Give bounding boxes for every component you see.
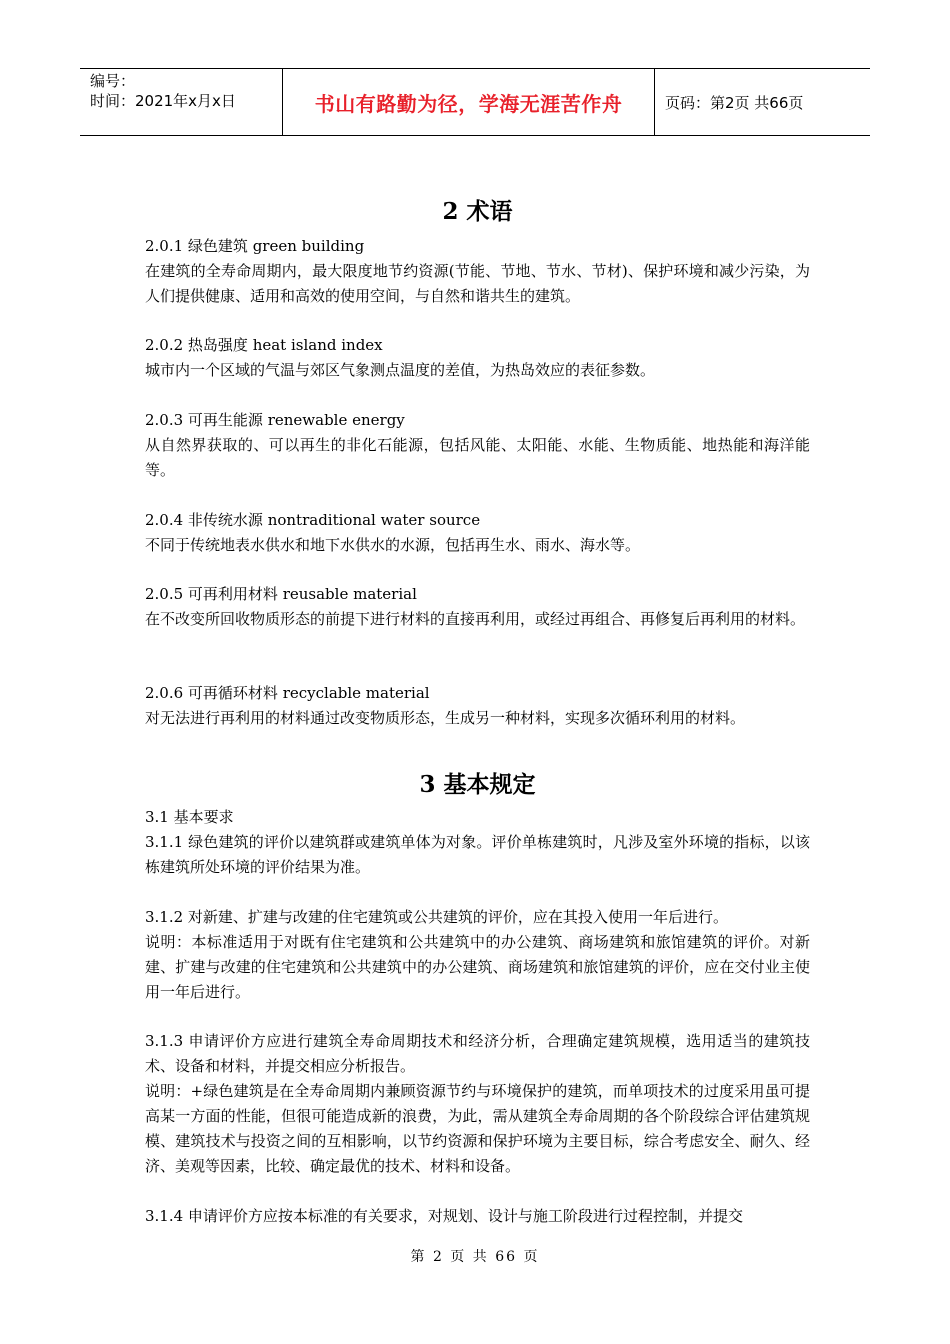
clause-3-1-1: 3.1.1 绿色建筑的评价以建筑群或建筑单体为对象。评价单栋建筑时，凡涉及室外环境的指标，以该栋建筑所处环境的评价结果为准。 [145,833,810,876]
term-heading: 2.0.3 可再生能源 renewable energy [145,411,405,429]
clause-3-1-3-note: 说明：+绿色建筑是在全寿命周期内兼顾资源节约与环境保护的建筑，而单项技术的过度采用虽可提高某一方面的性能，但很可能造成新的浪费，为此，需从建筑全寿命周期的各个阶段综合评估建筑规模、建筑技术与投资之间的互相影响，以节约资源和保护环境为主要目标，综合考虑安全、耐久、经济、美观等因素，比较、确定最优的技术、材料和设备。 [145,1082,810,1175]
clause-3-1-4: 3.1.4 申请评价方应按本标准的有关要求，对规划、设计与施工阶段进行过程控制，并提交 [145,1207,743,1225]
page-header [80,68,870,136]
subsection-title: 3.1 基本要求 [145,808,234,826]
clause-3-1-2-note: 说明：本标准适用于对既有住宅建筑和公共建筑中的办公建筑、商场建筑和旅馆建筑的评价。对新建、扩建与改建的住宅建筑和公共建筑中的办公建筑、商场建筑和旅馆建筑的评价，应在交付业主使用一年后进行。 [145,933,810,1001]
number-label: 编号： [90,72,136,90]
term-definition: 城市内一个区域的气温与郊区气象测点温度的差值，为热岛效应的表征参数。 [145,361,656,379]
header-motto: 书山有路勤为径，学海无涯苦作舟 [314,91,623,116]
term-heading: 2.0.2 热岛强度 heat island index [145,336,383,354]
term-heading: 2.0.1 绿色建筑 green building [145,237,365,255]
term-definition: 在不改变所回收物质形态的前提下进行材料的直接再利用，或经过再组合、再修复后再利用的材料。 [145,610,806,628]
header-meta [80,69,282,135]
section-title: 2 术语 [442,198,513,225]
term-heading: 2.0.5 可再利用材料 reusable material [145,585,417,603]
term-heading: 2.0.6 可再循环材料 recyclable material [145,684,430,702]
term-definition: 在建筑的全寿命周期内，最大限度地节约资源(节能、节地、节水、节材)、保护环境和减少污染，为人们提供健康、适用和高效的使用空间，与自然和谐共生的建筑。 [145,262,810,305]
term-definition: 不同于传统地表水供水和地下水供水的水源，包括再生水、雨水、海水等。 [145,536,641,554]
clause-3-1-3: 3.1.3 申请评价方应进行建筑全寿命周期技术和经济分析，合理确定建筑规模，选用适当的建筑技术、设备和材料，并提交相应分析报告。 [145,1032,810,1075]
term-definition: 对无法进行再利用的材料通过改变物质形态，生成另一种材料，实现多次循环利用的材料。 [145,709,746,727]
time-label: 时间：2021年x月x日 [90,92,236,110]
header-page-info: 页码：第2页 共66页 [665,93,804,112]
section-title: 3 基本规定 [419,771,536,798]
term-definition: 从自然界获取的、可以再生的非化石能源，包括风能、太阳能、水能、生物质能、地热能和海洋能等。 [145,436,810,479]
page-footer: 第 2 页 共 66 页 [410,1249,540,1265]
term-heading: 2.0.4 非传统水源 nontraditional water source [145,511,481,529]
clause-3-1-2: 3.1.2 对新建、扩建与改建的住宅建筑或公共建筑的评价，应在其投入使用一年后进行。 [145,908,728,926]
